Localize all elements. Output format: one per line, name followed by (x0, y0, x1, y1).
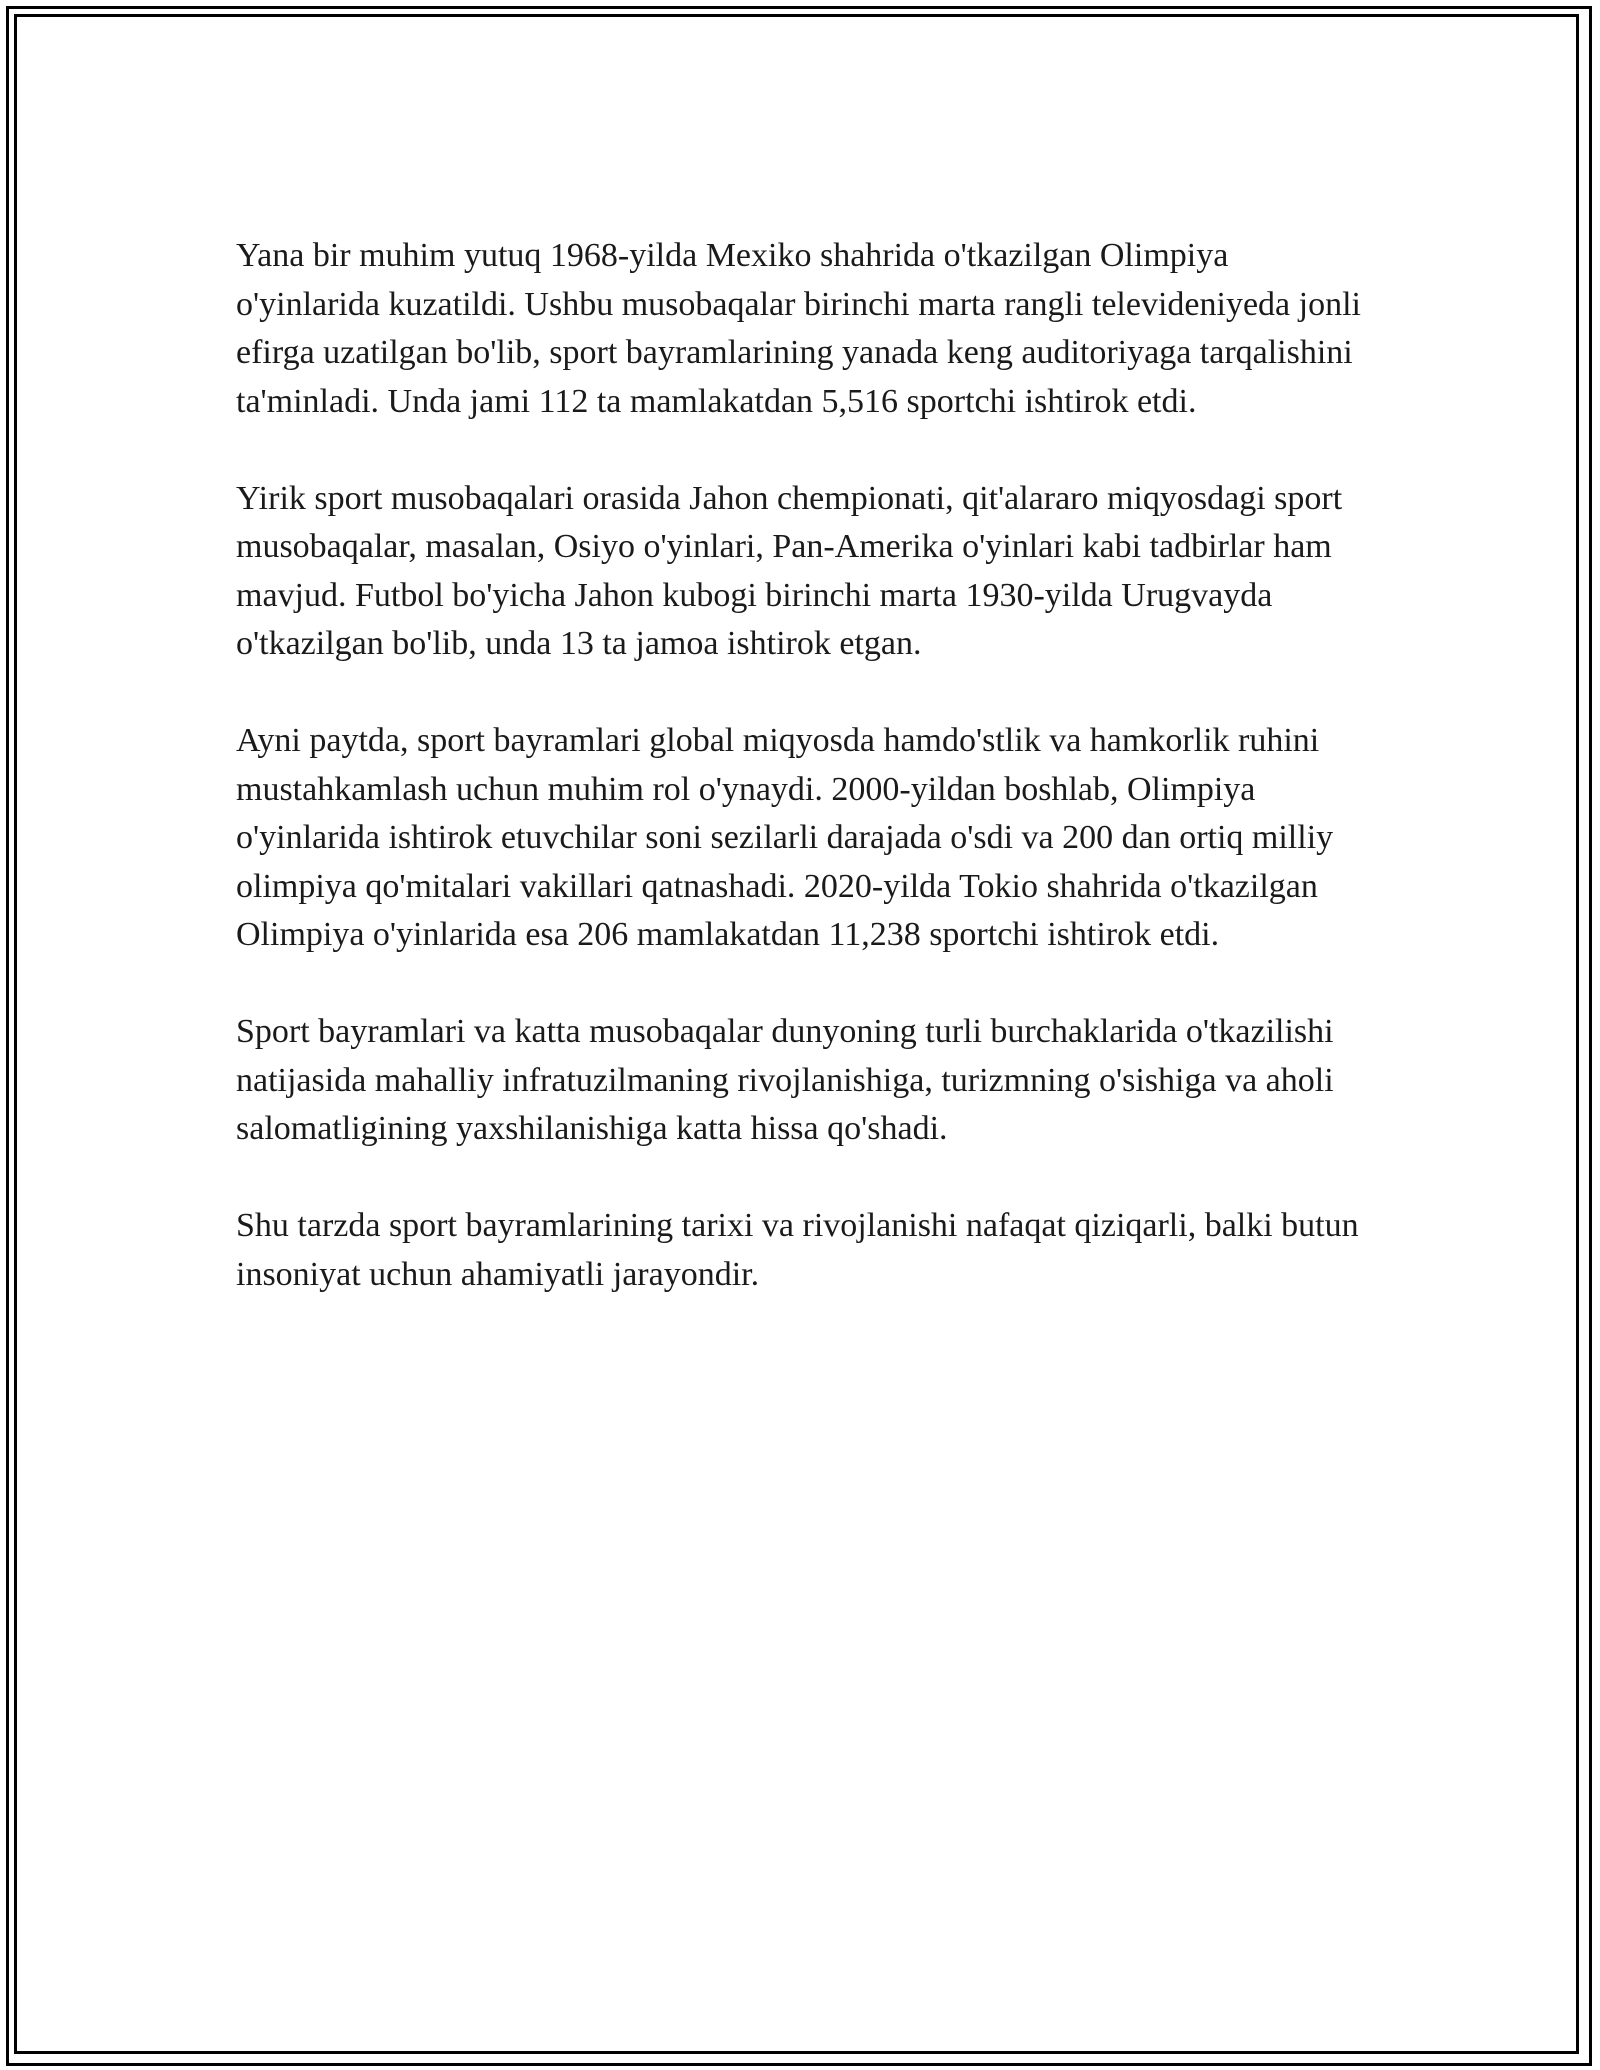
paragraph-5: Shu tarzda sport bayramlarining tarixi va rivojlanishi nafaqat qiziqarli, balki butun insoniyat uchun ahamiyatli jarayondir. (236, 1207, 1359, 1293)
paragraph-3: Ayni paytda, sport bayramlari global miqyosda hamdo'stlik va hamkorlik ruhini mustahkamlash uchun muhim rol o'ynaydi. 2000-yildan boshlab, Olimpiya o'yinlarida ishtirok etuvchilar soni sezilarli darajada o'sdi va 200 dan ortiq milliy olimpiya qo'mitalari vakillari qatnashadi. 2020-yilda Tokio shahrida o'tkazilgan Olimpiya o'yinlarida esa 206 mamlakatdan 11,238 sportchi ishtirok etdi. (236, 722, 1334, 953)
paragraph-1: Yana bir muhim yutuq 1968-yilda Mexiko shahrida o'tkazilgan Olimpiya o'yinlarida kuzatildi. Ushbu musobaqalar birinchi marta rangli televideniyeda jonli efirga uzatilgan bo'lib, sport bayramlarining yanada keng auditoriyaga tarqalishini ta'minladi. Unda jami 112 ta mamlakatdan 5,516 sportchi ishtirok etdi. (236, 237, 1361, 420)
paragraph-2: Yirik sport musobaqalari orasida Jahon chempionati, qit'alararo miqyosdagi sport musobaqalar, masalan, Osiyo o'yinlari, Pan-Amerika o'yinlari kabi tadbirlar ham mavjud. Futbol bo'yicha Jahon kubogi birinchi marta 1930-yilda Urugvayda o'tkazilgan bo'lib, unda 13 ta jamoa ishtirok etgan. (236, 479, 1343, 662)
paragraph-4: Sport bayramlari va katta musobaqalar dunyoning turli burchaklarida o'tkazilishi natijasida mahalliy infratuzilmaning rivojlanishiga, turizmning o'sishiga va aholi salomatligining yaxshilanishiga katta hissa qo'shadi. (236, 1013, 1334, 1147)
document-body (236, 232, 1366, 1348)
